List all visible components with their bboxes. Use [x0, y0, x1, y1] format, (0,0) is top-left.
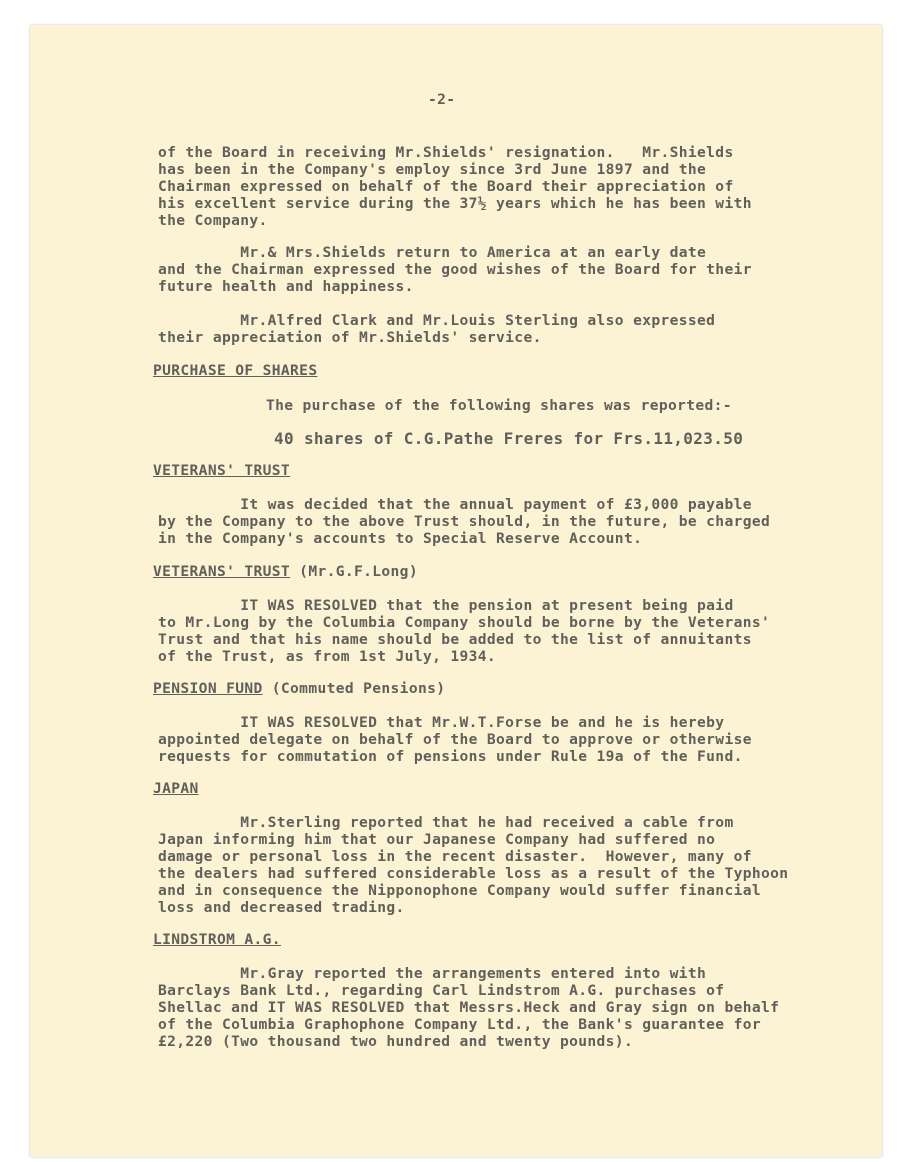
text-line: the Company. — [158, 212, 268, 229]
text-line: future health and happiness. — [158, 278, 414, 295]
text-line: to Mr.Long by the Columbia Company should be borne by the Veterans' — [158, 614, 771, 631]
text-line: the dealers had suffered considerable loss as a result of the Typhoon — [158, 865, 789, 882]
shares-item: 40 shares of C.G.Pathe Freres for Frs.11,023.50 — [274, 429, 744, 448]
section-heading-purchase-of-shares: PURCHASE OF SHARES — [153, 362, 318, 379]
heading-label: PENSION FUND — [153, 680, 263, 697]
text-line: IT WAS RESOLVED that the pension at present being paid — [158, 597, 734, 614]
text-line: appointed delegate on behalf of the Board to approve or otherwise — [158, 731, 752, 748]
section-heading-veterans-trust-long — [153, 563, 418, 580]
text-line: Mr.& Mrs.Shields return to America at an early date — [158, 244, 707, 261]
text-line: The purchase of the following shares was reported:- — [266, 397, 732, 414]
page-number: -2- — [428, 91, 456, 108]
text-line: It was decided that the annual payment of £3,000 payable — [158, 496, 752, 513]
text-line: has been in the Company's employ since 3rd June 1897 and the — [158, 161, 707, 178]
text-line: their appreciation of Mr.Shields' service. — [158, 329, 542, 346]
heading-label: VETERANS' TRUST — [153, 563, 291, 580]
text-line: in the Company's accounts to Special Reserve Account. — [158, 530, 643, 547]
text-line: his excellent service during the 37½ years which he has been with — [158, 195, 752, 212]
text-line: Mr.Gray reported the arrangements entered into with — [158, 965, 707, 982]
text-line: IT WAS RESOLVED that Mr.W.T.Forse be and he is hereby — [158, 714, 725, 731]
text-line: Japan informing him that our Japanese Company had suffered no — [158, 831, 716, 848]
text-line: of the Columbia Graphophone Company Ltd., the Bank's guarantee for — [158, 1016, 761, 1033]
text-line: loss and decreased trading. — [158, 899, 405, 916]
heading-suffix: (Mr.G.F.Long) — [290, 563, 418, 580]
text-line: and the Chairman expressed the good wishes of the Board for their — [158, 261, 752, 278]
text-line: Chairman expressed on behalf of the Board their appreciation of — [158, 178, 734, 195]
heading-suffix: (Commuted Pensions) — [262, 680, 446, 697]
text-line: of the Board in receiving Mr.Shields' resignation. Mr.Shields — [158, 144, 734, 161]
section-heading-veterans-trust: VETERANS' TRUST — [153, 462, 291, 479]
text-line: £2,220 (Two thousand two hundred and twenty pounds). — [158, 1033, 634, 1050]
text-line: requests for commutation of pensions under Rule 19a of the Fund. — [158, 748, 743, 765]
section-heading-lindstrom: LINDSTROM A.G. — [153, 931, 281, 948]
section-heading-pension-fund — [153, 680, 445, 697]
section-heading-japan: JAPAN — [153, 780, 199, 797]
text-line: damage or personal loss in the recent disaster. However, many of — [158, 848, 752, 865]
text-line: Barclays Bank Ltd., regarding Carl Lindstrom A.G. purchases of — [158, 982, 725, 999]
text-line: of the Trust, as from 1st July, 1934. — [158, 648, 497, 665]
text-line: and in consequence the Nipponophone Company would suffer financial — [158, 882, 761, 899]
text-line: Trust and that his name should be added to the list of annuitants — [158, 631, 752, 648]
text-line: Mr.Alfred Clark and Mr.Louis Sterling also expressed — [158, 312, 716, 329]
text-line: by the Company to the above Trust should, in the future, be charged — [158, 513, 771, 530]
text-line: Mr.Sterling reported that he had received a cable from — [158, 814, 734, 831]
text-line: Shellac and IT WAS RESOLVED that Messrs.Heck and Gray sign on behalf — [158, 999, 780, 1016]
